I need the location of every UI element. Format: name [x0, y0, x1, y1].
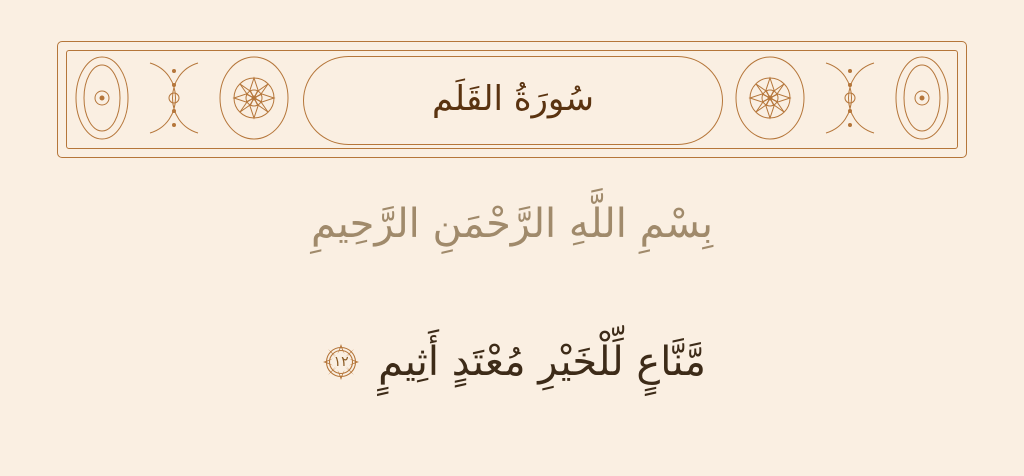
surah-title-plaque — [303, 56, 723, 145]
surah-header-band — [57, 41, 967, 158]
flower-ornament-icon — [218, 55, 290, 145]
ayah-end-rosette-icon — [318, 339, 364, 385]
rosette-ornament-icon — [894, 55, 950, 145]
basmala-text: بِسْمِ اللَّهِ الرَّحْمَنِ الرَّحِيمِ — [310, 201, 714, 247]
verse-row — [0, 330, 1024, 394]
flower-ornament-icon — [734, 55, 806, 145]
rosette-ornament-icon — [74, 55, 130, 145]
dotted-ornament-icon — [820, 55, 880, 145]
ayah-number: ١٢ — [333, 354, 349, 370]
verse-text: مَّنَّاعٍ لِّلْخَيْرِ مُعْتَدٍ أَثِيمٍ — [378, 339, 706, 385]
dotted-ornament-icon — [144, 55, 204, 145]
surah-title: سُورَةُ القَلَم — [432, 78, 594, 119]
